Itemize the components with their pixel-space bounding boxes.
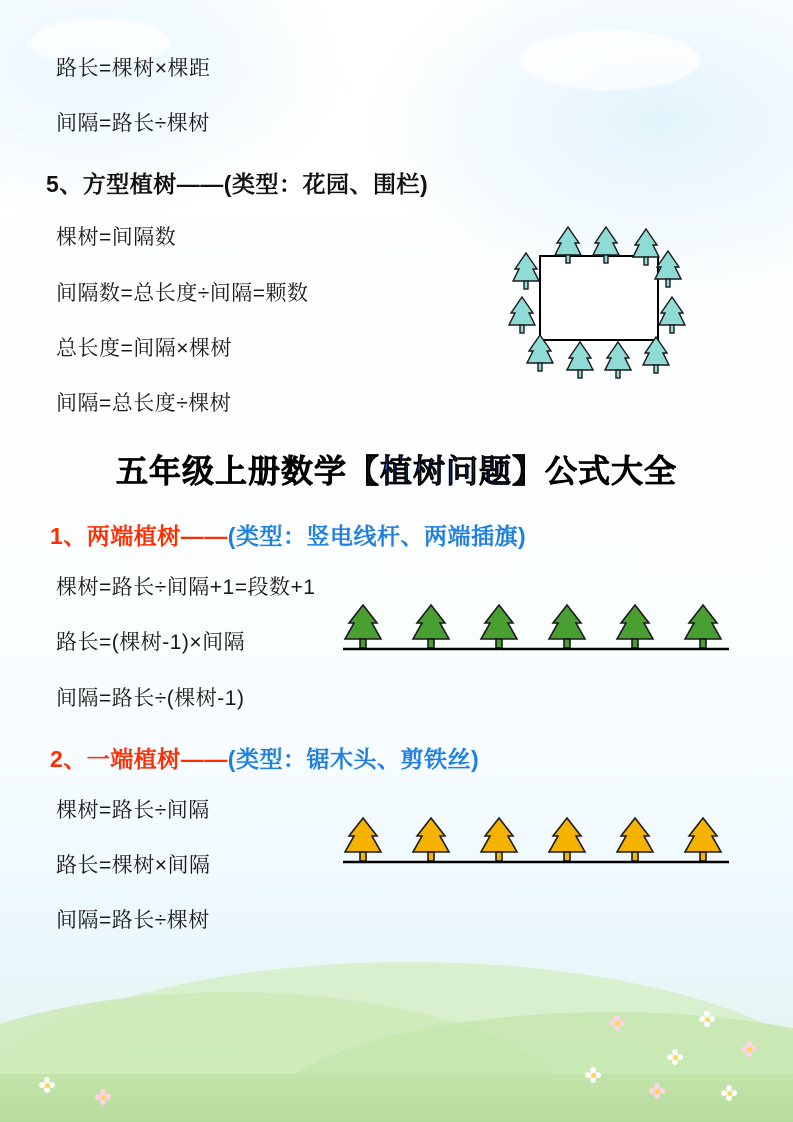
section2-type: (类型：锯木头、剪铁丝) — [227, 745, 480, 772]
formula-line: 间隔数=总长度÷间隔=颗数 — [56, 281, 309, 305]
flower-icon — [722, 1086, 736, 1100]
green-tree-row — [341, 601, 731, 663]
grass-strip — [0, 1074, 793, 1122]
tree-icon — [511, 251, 541, 293]
hill-front — [260, 1012, 793, 1122]
hill-back — [0, 962, 793, 1122]
section1-body — [46, 575, 747, 711]
formula-line: 棵树=间隔数 — [56, 226, 177, 250]
flower-icon — [650, 1084, 664, 1098]
flower-icon — [668, 1050, 682, 1064]
formula-line: 棵树=路长÷间隔+1=段数+1 — [56, 576, 316, 600]
tree-icon — [553, 225, 583, 267]
square-planting-figure — [491, 225, 701, 400]
section-heading-5: 5、方型植树——(类型：花园、围栏) — [46, 171, 429, 198]
formula-line: 间隔=路长÷棵树 — [56, 112, 210, 136]
formula-line: 路长=棵树×棵距 — [56, 57, 211, 80]
flower-icon — [586, 1068, 600, 1082]
tree-icon — [525, 333, 555, 375]
formula-line: 间隔=路长÷(棵树-1) — [56, 686, 245, 710]
section-heading-1 — [50, 518, 747, 551]
section1-type: (类型：竖电线杆、两端插旗) — [227, 523, 527, 550]
green-trees-figure — [341, 601, 731, 663]
flower-icon — [610, 1016, 624, 1030]
flower-icon — [742, 1042, 756, 1056]
section1-number: 1、两端植树—— — [50, 523, 228, 550]
section2-body — [46, 798, 747, 934]
tree-icon — [653, 249, 683, 291]
section-heading-2 — [50, 741, 747, 774]
title-prefix: 五年级上册数学 — [115, 453, 347, 490]
page-title — [46, 446, 747, 492]
tree-icon — [603, 340, 633, 382]
yellow-tree-row — [341, 814, 731, 876]
tree-icon — [591, 225, 621, 267]
section5-body — [46, 225, 747, 416]
hill-mid — [0, 992, 580, 1122]
title-suffix: 公式大全 — [545, 453, 678, 490]
section2-number: 2、一端植树—— — [50, 745, 228, 772]
flower-icon — [96, 1090, 110, 1104]
background-meadow — [0, 902, 793, 1122]
title-bracket-open: 【 — [346, 453, 380, 490]
title-highlight: 植树问题 — [379, 453, 512, 490]
formula-line: 路长=棵树×间隔 — [56, 853, 211, 877]
title-bracket-close: 】 — [512, 453, 546, 490]
formula-line: 路长=(棵树-1)×间隔 — [56, 631, 246, 655]
tree-icon — [641, 335, 671, 377]
yellow-trees-figure — [341, 814, 731, 876]
tree-icon — [565, 340, 595, 382]
tree-icon — [657, 295, 687, 337]
formula-line: 间隔=路长÷棵树 — [56, 909, 210, 933]
flower-icon — [40, 1078, 54, 1092]
tree-icon — [507, 295, 537, 337]
formula-line: 间隔=总长度÷棵树 — [56, 391, 232, 415]
formula-line: 总长度=间隔×棵树 — [56, 336, 233, 360]
formula-line: 棵树=路长÷间隔 — [56, 798, 210, 822]
flower-icon — [700, 1012, 714, 1026]
